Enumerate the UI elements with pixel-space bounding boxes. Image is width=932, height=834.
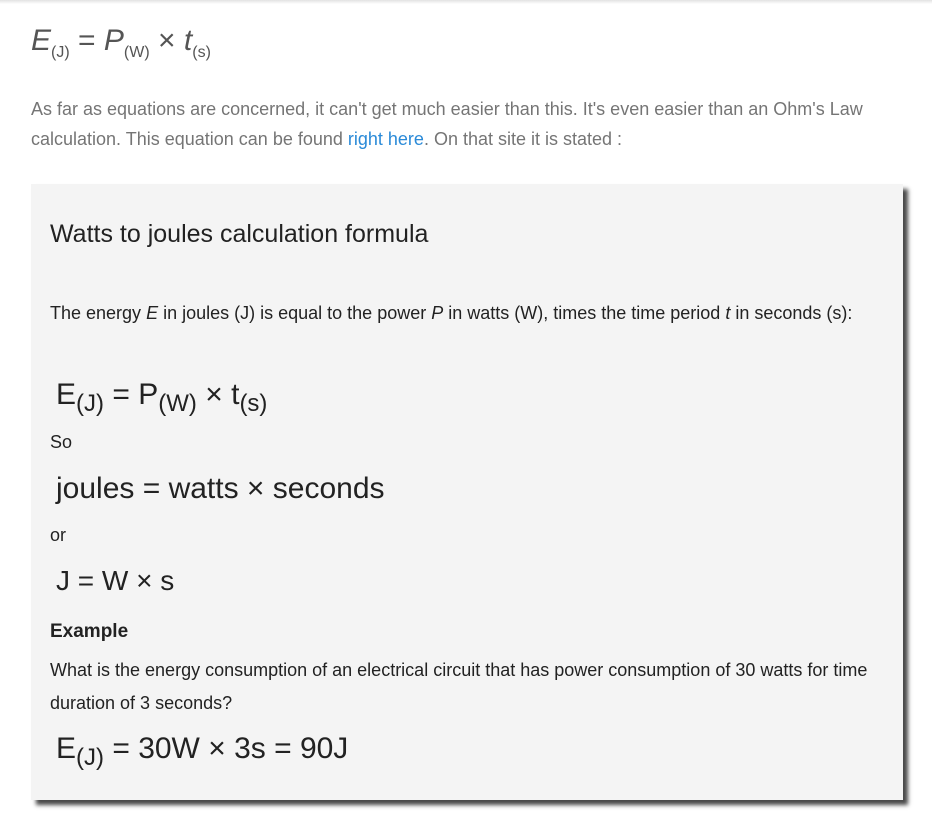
right-here-link[interactable]: right here: [347, 129, 424, 149]
or-label: or: [50, 525, 67, 545]
example-question: What is the energy consumption of an electrical circuit that has power consumption of 30 watts for time duration of 3 seconds?: [50, 660, 868, 713]
words-equation: joules = watts × seconds: [56, 472, 385, 505]
example-title: Example: [50, 621, 129, 642]
formula-equation: $E_{(J)} = P_{(W)} \times t_{(s)}$: [56, 378, 268, 417]
so-label: So: [50, 432, 73, 452]
energy-equation: $E_{(J)} = P_{(W)} \times t_{(s)}$: [31, 24, 211, 61]
quote-title: Watts to joules calculation formula: [50, 220, 429, 248]
definition-paragraph: The energy E in joules (J) is equal to the power P in watts (W), times the time period t in seconds (s):: [50, 303, 853, 323]
intro-paragraph: As far as equations are concerned, it can't get much easier than this. It's even easier than an Ohm's Law calculation. This equation can be found right here. On that site it is stated :: [31, 99, 863, 149]
quoted-formula-box: [31, 184, 903, 800]
units-equation: J = W × s: [56, 565, 175, 596]
top-shadow: [0, 0, 932, 4]
example-answer: $E_{(J)} = 30W \times 3s = 90J$: [56, 732, 349, 771]
